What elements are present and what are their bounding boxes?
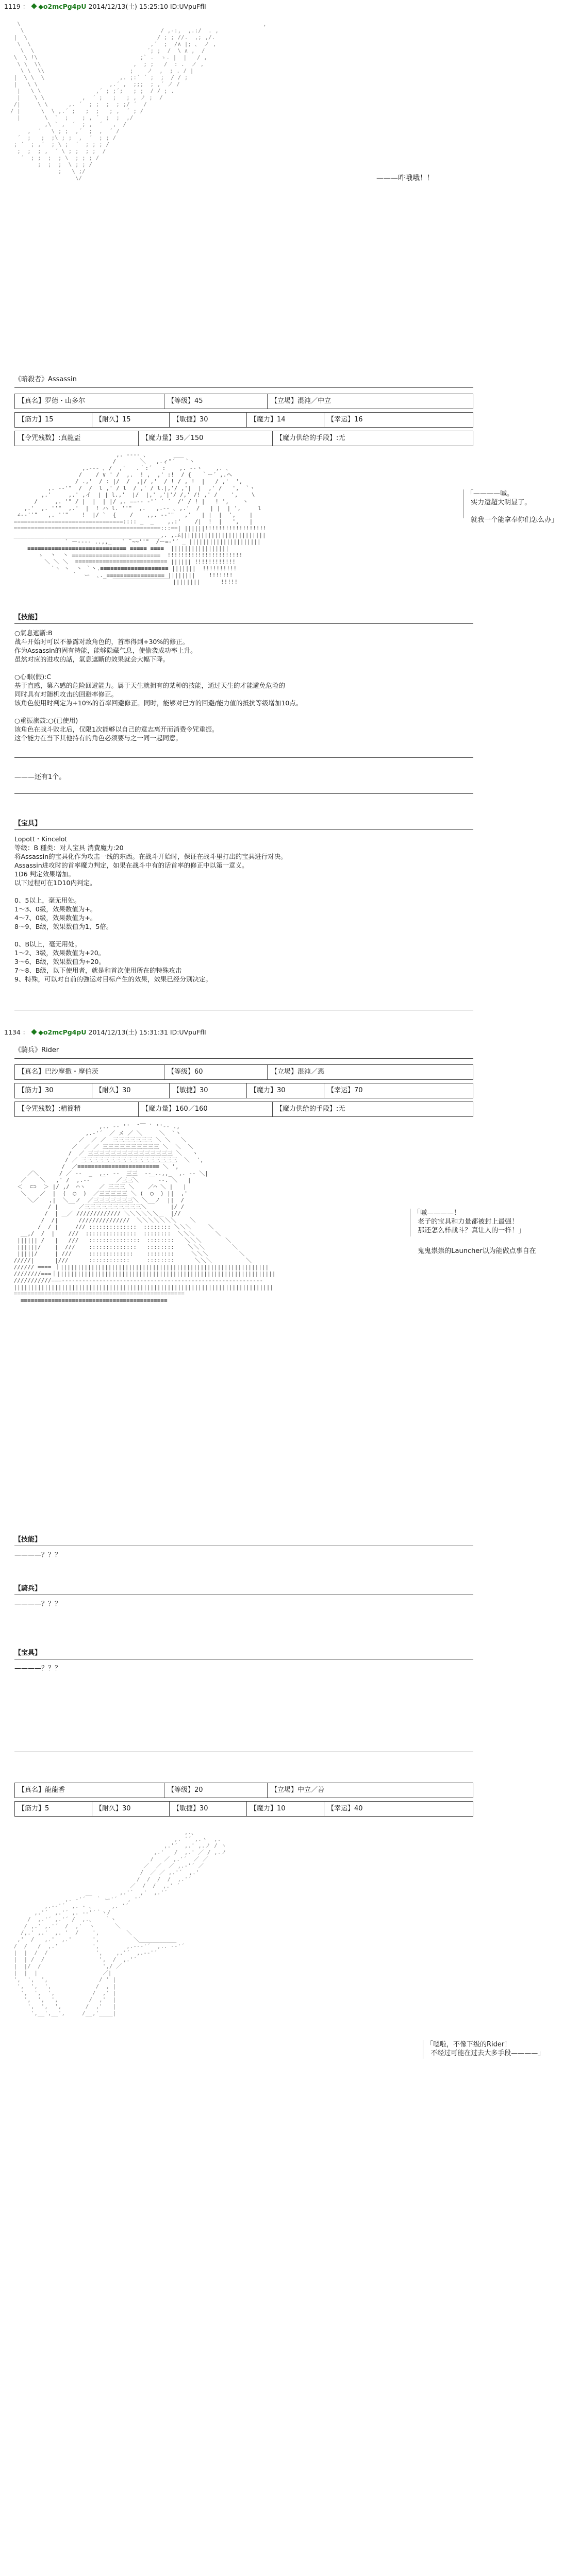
shout-text: ———吽哦哦！！ (376, 174, 434, 182)
np-details (14, 835, 571, 984)
reward-unknown: ————？？？ (14, 1600, 62, 1608)
assassin-dialogue-line-3: 就我一个能拿奉你们怎么办」 (467, 516, 558, 524)
rider-dialogue-line-3: 那还怎么样战斗？真让人的一样！」 (413, 1227, 525, 1234)
section-tag: 《騎兵》Rider (14, 1046, 59, 1054)
np-result: 7〜8、B级，以下使用者，就是和首次使用所在的特殊攻击 (14, 967, 182, 974)
mana-supply: 【魔力供给的手段】:无 (276, 1105, 345, 1113)
np-line: 将Assassin的宝具化作为攻击一线的东西。在战斗开始时，保证在战斗里打出的宝具进行对决。 (14, 853, 287, 860)
status-alignment: 【立場】中立／善 (271, 1786, 325, 1794)
status-row-2 (14, 1801, 473, 1817)
stat-str: 【筋力】15 (15, 413, 92, 427)
skill-line: 基于直感，第六感的危险回避能力。属于天生就拥有的某种的技能，通过天生的才能避免危险的 (14, 682, 286, 689)
char3-dialogue-line-1: 「嗯啦，不像下级的Rider！ (426, 2041, 511, 2048)
divider (14, 793, 473, 794)
skill-line: 作为Assassin的固有特能，能够隐藏气息，使偷袭成功率上升。 (14, 647, 197, 654)
stat-agi: 【敏捷】30 (170, 413, 247, 427)
aside-text: ———还有1个。 (14, 773, 66, 781)
ascii-art-rider: ,.. -‐ '' ̄ ￣ ` ''‐- ., ,.‐'´ ／ メ ／ ＼ ＼ `丶 ／ ／ ／ 三三三三三三三 ＼ ＼ ＼ ／ ／ ／ 三三三三三三三三三三 ＼ ＼ ＼ / ／ 三三三三三三三三三三三三三三三 ＼ ヽ / ／ 三三三三三三三三三三三三三三三三三 ＼ ', / ／≡≡≡≡≡≡≡≡≡≡≡≡≡≡≡≡≡≡≡≡≡≡≡≡ ＼ ', ／＼ / ／ ‐- _ ,.. -‐ 三三 ‐- ..,,_ ,. -‐ ＼| ／ ＼ ,' / ,.-‐ ￣ ／三三＼ ￣ ‐-. ＼ | ＜ ⊂⊃ ＞ |/ ,/ ⌒ヽ ／ 三三三 ＼ ／⌒ ＼ | | ＼ ／ | ( ◯ ) ／三三三三三 ＼ ( ◯ ) || ,' ＼／ ,| ＼__ノ ／三三三三三三三＼ ＼__ノ || / / | ／三三三三三三三三三三＼ |/ / / | ＿／ ///////////// ＼＼＼＼＼＼＿ |// / /| /////////////// ＼＼＼＼＼＼＼ ＼ / / | /// :::::::::::::: :::::::: ＼＼＼ ＼ __,/ / | /// ::::::::::::::: :::::::: ＼＼＼ ＼ |||||| / | /// ::::::::::::::: :::::::: ＼＼＼ ＼ ||||||/ | /// :::::::::::::: :::::::: ＼＼＼ ＼ |||||/ | /// ::::::::::::: :::::::: ＼＼＼ ＼ /////| |/// :::::::::::: :::::::: ＼＼＼ ＼ ////// ==== ｜||||||||||||||||||||||||||||||||||||||||||||||||||||||||||||| ////////===｜|||||||||||||||||||||||||||||||||||||||||||||||||||||||||||||||| ///////////===----------------------------------------------------------- |||||||||||||||||||||||||||||||||||||||||||||||||||||||||||||||||||||||||||| ≡≡≡≡≡≡≡≡≡≡≡≡≡≡≡≡≡≡≡≡≡≡≡≡≡≡≡≡≡≡≡≡≡≡≡≡≡≡≡≡≡≡≡≡≡≡≡≡≡≡ ≡≡≡≡≡≡≡≡≡≡≡≡≡≡≡≡≡≡≡≡≡≡≡≡≡≡≡≡≡≡≡≡≡≡≡≡≡≡≡≡≡≡≡ (13, 1123, 276, 1304)
status-row-3 (14, 431, 473, 446)
status-row-1 (14, 1064, 473, 1080)
status-true-name: 【真名】巴沙摩撒・摩伯茨 (15, 1065, 164, 1079)
stat-agi: 【敏捷】30 (170, 1802, 247, 1816)
np-heading: 【宝具】 (14, 1649, 42, 1657)
stat-con: 【耐久】15 (92, 413, 170, 427)
post-number: 1119 (4, 3, 21, 10)
status-row-3 (14, 1101, 473, 1117)
np-result: 8〜9、B级，效果数值为1、5倍。 (14, 923, 113, 930)
skill-line: 战斗开始时可以不暴露对敌角色的，首率得到+30%的修正。 (14, 638, 189, 646)
skill-line: 该角色使用时判定为+10%的首率回避修正。同时，能够对已方的回避/能力值的抵抗等级增加10点。 (14, 699, 303, 707)
ascii-art-character-3: ,.、 ,. '´ ,.ヽ ,. ,.'´ ,.' ,.ノ / ヽ ,.' / ,.' ／ / ,.ノ / ／ ,.'´ ／ ／ ／ ／ ／ ,.‐'´ ／ / ／ ／ ,.'´ ,.' / / / / ,.'´ ／ / / ,.' ´ __ ,.'´ ,' ,.'´ ,. ‐'´ ｀ ー'´ , '´ ,.-‐'´ ,. ‐ 、 ,. '´ ,.'´ ,.'´ ,. -‐'´｀ヽ/ / ,.'´ ,.'´ / ,.、 ｀ヽ / ,.' ,.'´ / ,' ヽ ＼ /,.' ,.' ,. ' / ', ＼ ,' / ,.' ,.' ', ＼___________ / / / ,.' ', ,.-‐‐'´ ,.. -‐'´ | | / / ', ,.'´ ,.-‐'´ | | / / ', / ,.'´ | |/ / ',/ ／ | | | ／| ', ', ', / ' | ', ', ', / , | ', ', ', / ,' | ', ', ', / ,' | ', ', ', / ,' | ',__',__', /__,'____| (13, 1829, 227, 2016)
stat-con: 【耐久】30 (92, 1802, 170, 1816)
reward-heading: 【騎兵】 (14, 1585, 42, 1592)
post-header: 1134 ： ◆o2mcPg4pU 2014/12/13(土) 15:31:31 ID:UVpuFflI (4, 1028, 206, 1036)
skill-line: 该角色在战斗败北后，仅限1次能够以自己的意志离开而消费令咒重振。 (14, 725, 219, 733)
divider (14, 757, 473, 758)
skill-line: ○氣息遮斷:B (14, 629, 53, 637)
status-level: 【等级】20 (164, 1783, 268, 1798)
skill-line: ○心眼(假):C (14, 673, 52, 681)
status-alignment: 【立場】混沌／中立 (271, 397, 332, 405)
stat-mgc: 【魔力】14 (247, 413, 324, 427)
rider-dialogue-line-4: 鬼鬼祟祟的Launcher以为能做点事自在 (413, 1247, 536, 1255)
mana-amount: 【魔力量】160／160 (139, 1102, 273, 1116)
np-result: 3〜6、B级，效果数值为+20。 (14, 958, 105, 965)
np-result: 0、B以上，毫无用处。 (14, 940, 81, 948)
divider (14, 387, 473, 388)
section-tag: 《暗殺者》Assassin (14, 376, 77, 383)
skill-line: ○重振旗鼓:○(已使用) (14, 717, 78, 724)
status-row-1 (14, 1783, 473, 1798)
status-row-1 (14, 394, 473, 409)
skill-line: 这个能力在当下其他持有的角色必须要与之一同一起同意。 (14, 734, 183, 742)
np-result: 4〜7、0级，效果数值为+。 (14, 914, 97, 922)
mana-supply: 【魔力供给的手段】:无 (276, 434, 345, 442)
skills-heading: 【技能】 (14, 1536, 42, 1544)
diamond-icon (31, 3, 37, 9)
stat-luck: 【幸运】70 (327, 1086, 363, 1094)
char3-dialogue-line-2: 不经过可能在过去大多手段————」 (426, 2049, 545, 2057)
post-header: 1119 ： ◆o2mcPg4pU 2014/12/13(土) 15:25:10 ID:UVpuFflI (4, 3, 206, 10)
post-number: 1134 (4, 1028, 21, 1036)
skill-line: 虽然对应的进攻的話，氣息遮斷的效果就会大幅下降。 (14, 655, 170, 663)
post-timestamp: 2014/12/13(土) 15:25:10 ID:UVpuFflI (88, 3, 206, 10)
divider (14, 623, 473, 624)
np-result: 1〜2、3级，效果数值为+20。 (14, 949, 105, 957)
stat-str: 【筋力】30 (15, 1083, 92, 1098)
assassin-dialogue-line-1: 「————嘁。 (467, 490, 514, 498)
divider (14, 829, 473, 830)
status-level: 【等级】45 (164, 394, 268, 409)
np-name: Lopott・Kincelot (14, 835, 68, 843)
mana-amount: 【魔力量】35／150 (139, 431, 273, 446)
ascii-art-assassin: ,. --‐‐ ､ ___ / ＼ ,.ィ"´ `ヽ ,.--‐ ､ / ,' .｀:´ : ,. -‐ヽ ,. ､ / / ∨ ' / ,. ! , ,' :! / { ｀ー´ ,.ヘ / .,' / : |/ / ,|/ ,' / ! / , ! | / ,' ', ,. -‐'" / / l ,' / l / ,' / l.|,'/ ,'| | ,' / ', `ヽ ,.' ,.' ,イ | | l.,' |/ |,' ,'|'/ /,' /! ,' / ', \ / ,. '" / | | | |/ ,. ==-‐ ‐'´ ´ ´ /' / ! | ! ', ヽ ,.' ,. ''" ,.' | ! ハ l. ''" ,. ,.-‐ ､ ,.' / | | | ', l ∠-‐''" ,. ''" ! |/ ` { / ,,. -‐'" ,' | | | ', | ================================:::: _ _ ,.:' /| ! | ', | ===========================================:::==| ||||||!!!!!!!!!!!!!!!!!! ___________________________________________,. ,.ﾑ||||||||||||||||||||||||| ` ー‐--- ..,,_ ` ¨~~''" /ー=‐'´ _ ||||||||||||||||||||| ≡≡≡≡≡≡≡≡≡≡≡≡≡≡≡≡≡≡≡≡≡≡≡≡≡≡≡≡≡ ≡≡≡≡≡ ≡≡≡≡ ||||||||||||||||| ゝ 丶 丶 ≡≡≡≡≡≡≡≡≡≡≡≡≡≡≡≡≡≡≡≡≡≡≡≡≡≡ !!!!!!!!!!!!!!!!!!!!!! ＼ ＼ ＼ ≡≡≡≡≡≡≡≡≡≡≡≡≡≡≡≡≡≡≡≡≡≡≡≡≡≡≡ |||||| !!!!!!!!!!!! `ヽ ヽ 丶 ｀丶.≡≡≡≡≡≡≡≡≡≡≡≡≡≡≡≡≡≡≡≡ ||||||| !!!!!!!!!! ｀ ー ､._≡≡≡≡≡≡≡≡≡≡≡≡≡≡≡≡≡ |||||||| !!!!!!! ￣￣￣￣￣￣￣￣￣￣ |||||||| !!!!! (13, 451, 267, 585)
skills-unknown: ————？？？ (14, 1551, 62, 1559)
stat-luck: 【幸运】16 (327, 415, 363, 423)
np-result: 0、5以上，毫无用处。 (14, 896, 81, 904)
ascii-art-slash-scene: \ , \ / ,-:, ,.:/ . , | \ / ; ; //. ,; ,/. \ \ ,´ ; /∧ |; 、 ノ , \ \ ´; ; / \ ∧ , / \ \ !\ ;` . ゝ. | | / , \ \ \\ , ; ; / : . ノ , \ \ \\ ; ノ , ; . / | | \ \ \ ,. ;:´ ´ ; ; / / ; | \ \ ,.´ , ;;; ; ,´ ノ / | \ \ ,´ ; ;´; ; ; / / ; . | \ \ , ´ ; ; ; , ノ ; / /| \ \ ,. ´ ; ; ; ; ;/ ´ / / | \ \ ,.´ ; ; ; ; , ´ ; / | \ ` ; ; , ´ ; ; ,/ ,\ ` , ´ ; , ´ , / , ´ \ ; ; ,´ ; , ´ / ´ ; ; ;\ ; ; , ´ ; ; / ; ´ ; ,´ ; \ ; ´ ; ; ; / ; ; ; , ´ \ ; ; ; ; / ´ ; ; ; ; \ ; ; ; / ; ; ; \ ; ; / ; \ ;/ \/ (10, 21, 267, 181)
stat-luck: 【幸运】40 (327, 1804, 363, 1812)
status-row-2 (14, 1083, 473, 1098)
status-alignment: 【立場】混沌／恶 (271, 1067, 325, 1076)
stat-agi: 【敏捷】30 (170, 1083, 247, 1098)
poster-name[interactable]: ◆o2mcPg4pU (38, 1028, 87, 1036)
status-true-name: 【真名】罗德・山多尔 (15, 394, 164, 409)
diamond-icon (31, 1029, 37, 1035)
np-line: 等级：B 種类：对人宝具 消費魔力:20 (14, 844, 124, 852)
np-line: Assassin进攻时的首率魔力判定，如果在战斗中有的话首率的修正中以第一意义。 (14, 861, 248, 869)
post-timestamp: 2014/12/13(土) 15:31:31 ID:UVpuFflI (88, 1028, 206, 1036)
stat-con: 【耐久】30 (92, 1083, 170, 1098)
status-level: 【等级】60 (164, 1065, 268, 1079)
divider (14, 1058, 473, 1059)
rider-dialogue-line-2: 老子的宝具和力量都被封上最强！ (413, 1218, 519, 1226)
rider-dialogue-line-1: 「嘁————！ (413, 1209, 461, 1217)
status-true-name: 【真名】龍龍香 (15, 1783, 164, 1798)
poster-name[interactable]: ◆o2mcPg4pU (38, 3, 87, 10)
status-row-2 (14, 412, 473, 428)
np-unknown: ————？？？ (14, 1665, 62, 1672)
np-result: 9、特殊，可以对自前的強运对目标产生的效果，效果已经分别决定。 (14, 975, 212, 983)
assassin-dialogue-line-2: 实力還超大明显了。 (467, 499, 532, 506)
stat-mgc: 【魔力】10 (247, 1802, 324, 1816)
np-line: 以下过程可在1D10内判定。 (14, 879, 96, 887)
skill-line: 同时具有对随机攻击的回避率修正。 (14, 690, 118, 698)
command-spells: 【令咒残数】:精簡精 (15, 1102, 139, 1116)
np-heading: 【宝具】 (14, 820, 42, 827)
np-result: 1〜3、0级，效果数值为+。 (14, 905, 97, 913)
command-spells: 【令咒残数】:真龍盃 (15, 431, 139, 446)
skills-list (14, 629, 571, 742)
stat-mgc: 【魔力】30 (247, 1083, 324, 1098)
stat-str: 【筋力】5 (15, 1802, 92, 1816)
np-line: 1D6 判定效果增加。 (14, 870, 75, 878)
skills-heading: 【技能】 (14, 614, 42, 621)
